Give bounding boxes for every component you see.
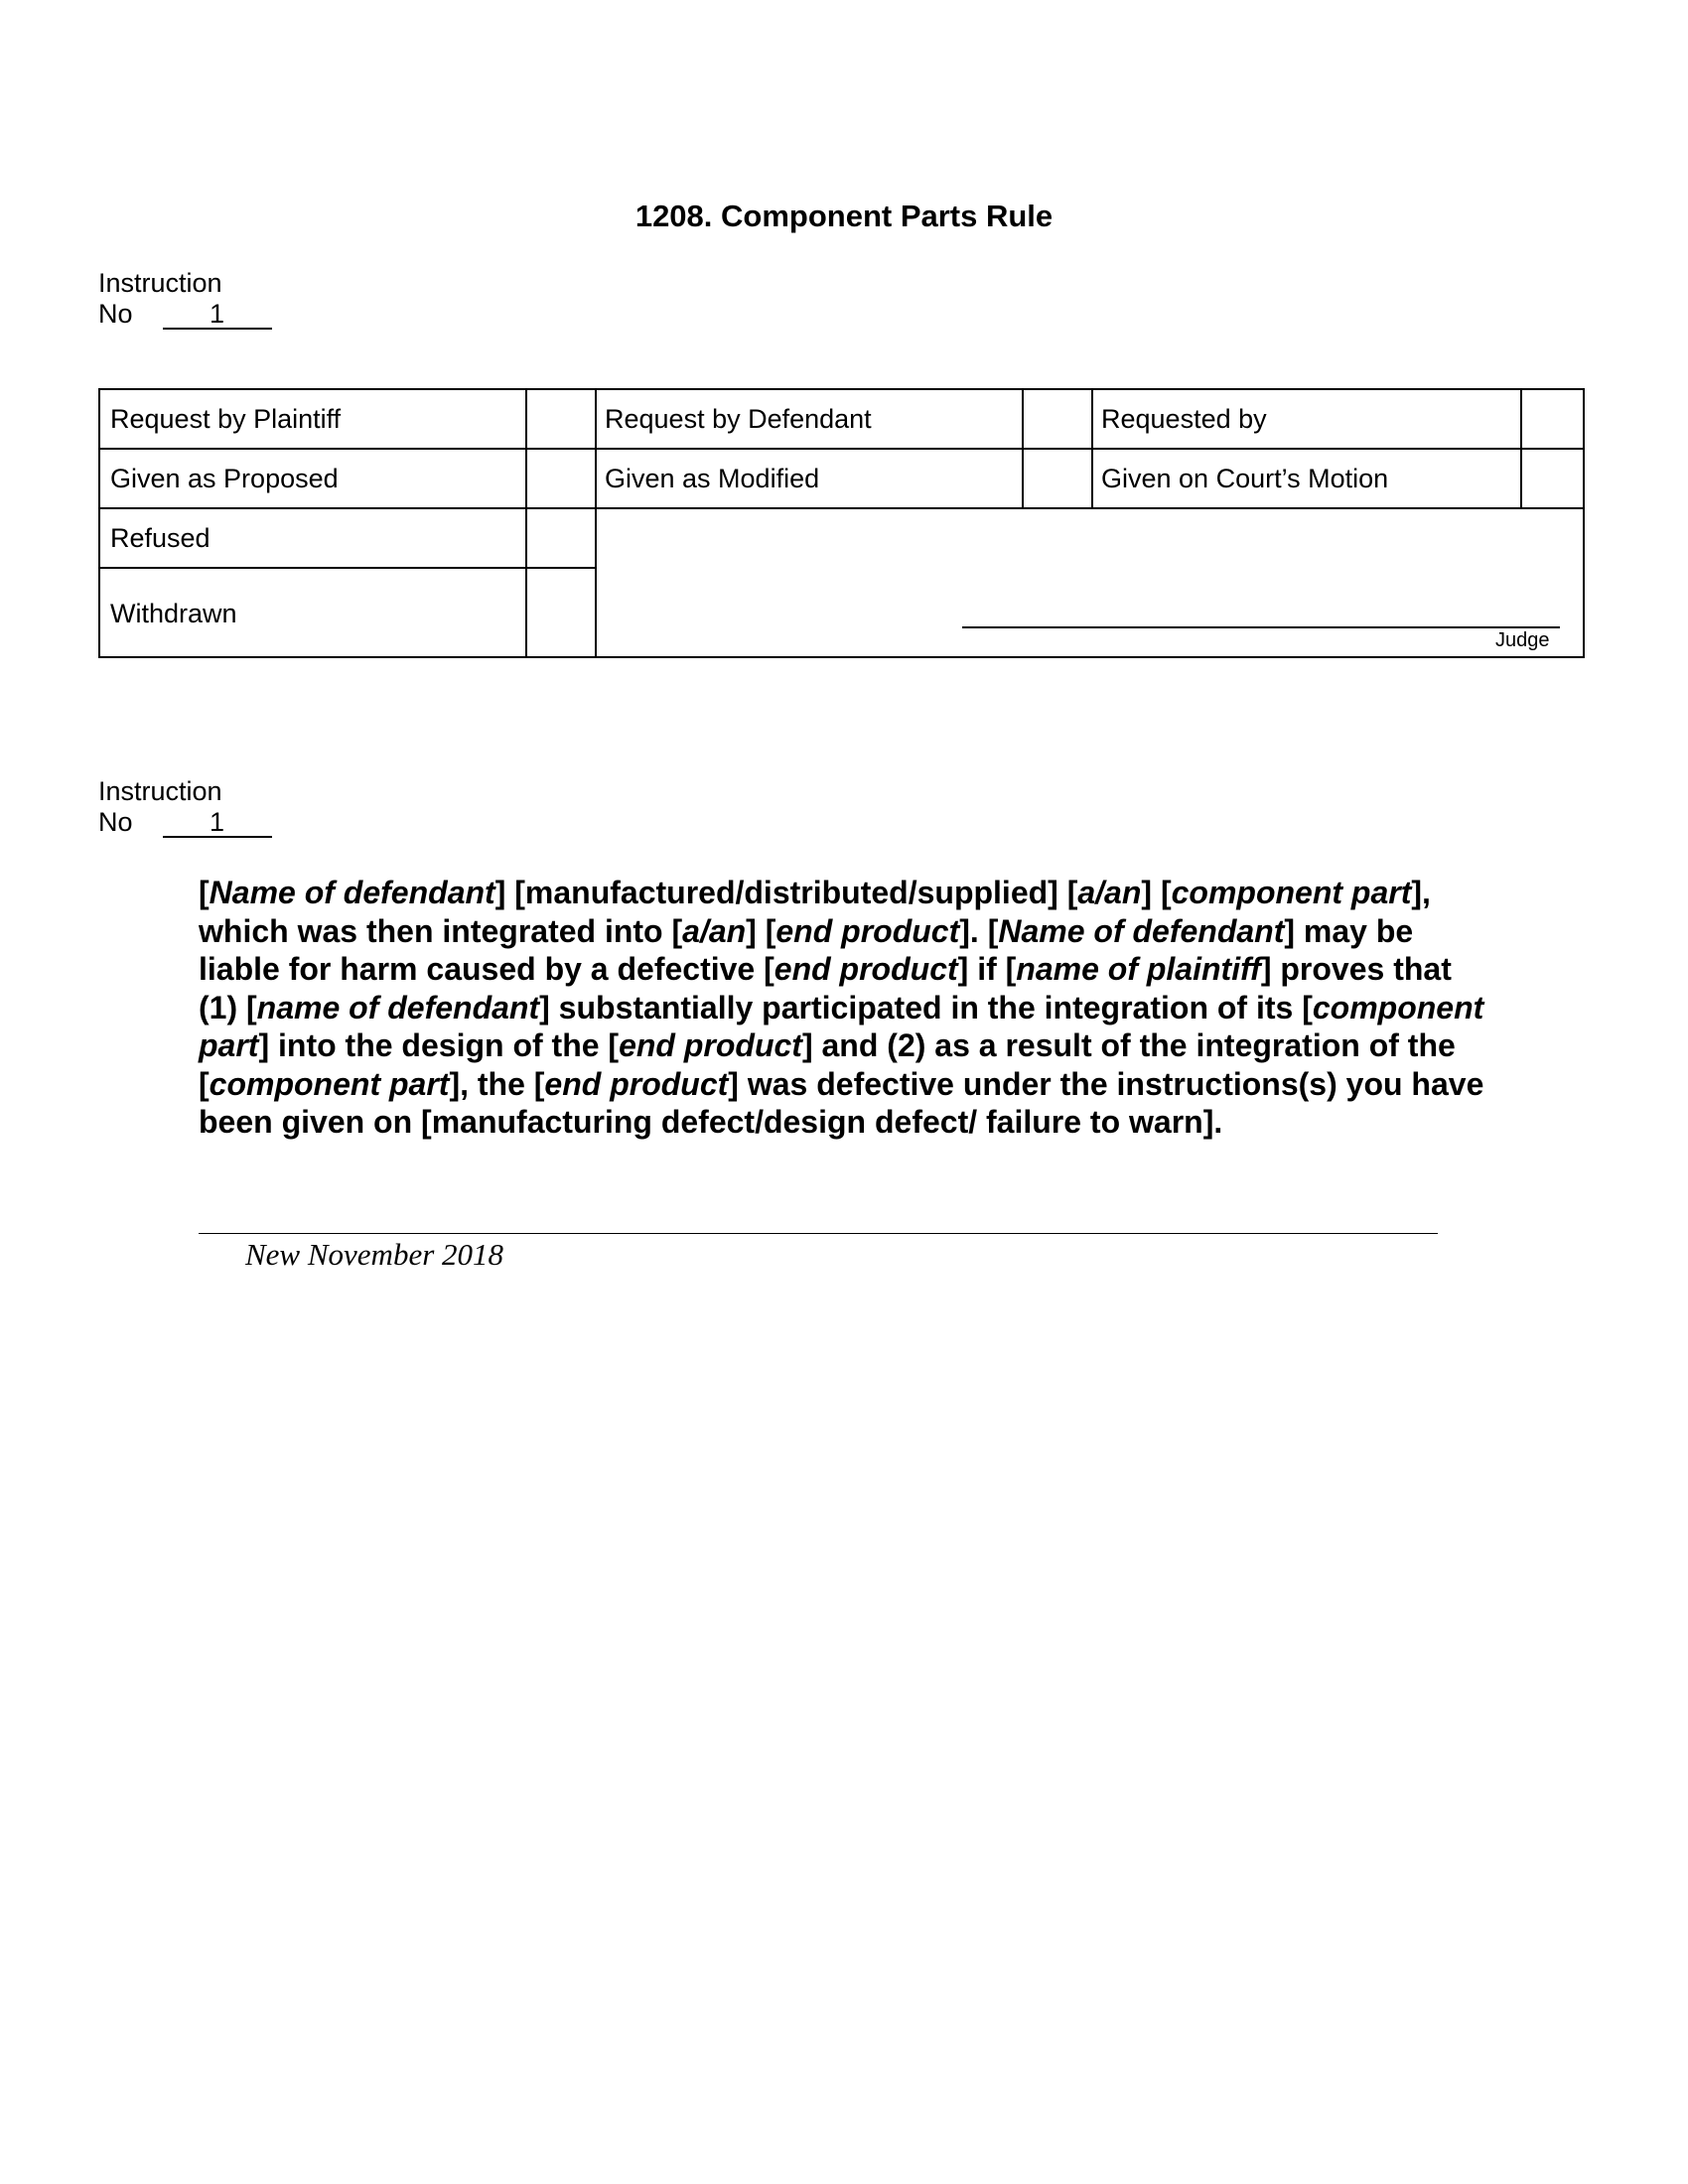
body-text-run: ], which was then integrated into [ (199, 875, 1431, 949)
given-on-courts-motion-checkbox[interactable] (1522, 450, 1585, 507)
judge-signature-line[interactable] (962, 626, 1560, 628)
instruction-no-value: 1 (163, 301, 272, 330)
placeholder-text: component part (199, 989, 1484, 1063)
body-text-run: ] [ (1141, 875, 1172, 910)
placeholder-text: end product (774, 951, 958, 987)
body-text-run: ] into the design of the [ (258, 1027, 620, 1063)
refused-label: Refused (110, 522, 211, 553)
body-text-run: ] was defective under the instructions(s) you have been given on [manufacturing defect/design defect/ failure to warn]. (199, 1065, 1484, 1140)
body-text-run: ] and (2) as a result of the integration of the [ (199, 1027, 1456, 1102)
placeholder-text: a/an (682, 912, 747, 949)
given-on-courts-motion-label: Given on Court’s Motion (1101, 463, 1389, 493)
request-by-defendant-label: Request by Defendant (605, 403, 872, 434)
revision-note: New November 2018 (245, 1237, 504, 1272)
instruction-no-value: 1 (163, 809, 272, 838)
body-text-run: ] [manufactured/distributed/supplied] [ (494, 875, 1078, 910)
instruction-disposition-form (98, 388, 1585, 658)
body-text-run: ] [ (746, 912, 776, 949)
requested-by-checkbox[interactable] (1522, 390, 1585, 448)
requested-by-label: Requested by (1101, 403, 1267, 434)
given-as-proposed-label: Given as Proposed (110, 463, 339, 493)
body-text-run: ] if [ (957, 951, 1017, 987)
given-as-modified-label: Given as Modified (605, 463, 820, 493)
body-text-run: ] substantially participated in the integration of its [ (539, 989, 1313, 1025)
placeholder-text: a/an (1077, 875, 1142, 910)
refused-checkbox[interactable] (527, 509, 595, 567)
request-by-defendant-checkbox[interactable] (1024, 390, 1091, 448)
placeholder-text: component part (1171, 875, 1412, 910)
instruction-label: Instruction (98, 268, 222, 298)
placeholder-text: component part (209, 1065, 450, 1102)
page-title: 1208. Component Parts Rule (634, 199, 1054, 233)
placeholder-text: end product (544, 1065, 729, 1102)
judge-label: Judge (1495, 629, 1550, 651)
body-text-run: [ (199, 875, 210, 910)
instruction-body-text (199, 874, 1489, 1142)
footnote-rule (199, 1233, 1438, 1234)
body-text-run: ] may be liable for harm caused by a defective [ (199, 912, 1414, 987)
placeholder-text: Name of defendant (998, 912, 1285, 949)
withdrawn-checkbox[interactable] (527, 569, 595, 658)
body-text-run: ], the [ (449, 1065, 545, 1102)
request-by-plaintiff-label: Request by Plaintiff (110, 403, 342, 434)
placeholder-text: end product (619, 1027, 802, 1063)
given-as-modified-checkbox[interactable] (1024, 450, 1091, 507)
request-by-plaintiff-checkbox[interactable] (527, 390, 595, 448)
placeholder-text: end product (775, 912, 960, 949)
instruction-number-block (98, 268, 272, 330)
placeholder-text: Name of defendant (209, 875, 495, 910)
body-text-run: ] proves that (1) [ (199, 951, 1452, 1025)
instruction-number-block-2 (98, 776, 272, 838)
withdrawn-label: Withdrawn (110, 598, 237, 628)
instruction-no-label: No (98, 299, 133, 329)
placeholder-text: name of defendant (256, 989, 540, 1025)
body-text-run: ]. [ (959, 912, 999, 949)
instruction-no-label: No (98, 807, 133, 837)
given-as-proposed-checkbox[interactable] (527, 450, 595, 507)
instruction-label: Instruction (98, 776, 222, 806)
placeholder-text: name of plaintiff (1016, 951, 1261, 987)
